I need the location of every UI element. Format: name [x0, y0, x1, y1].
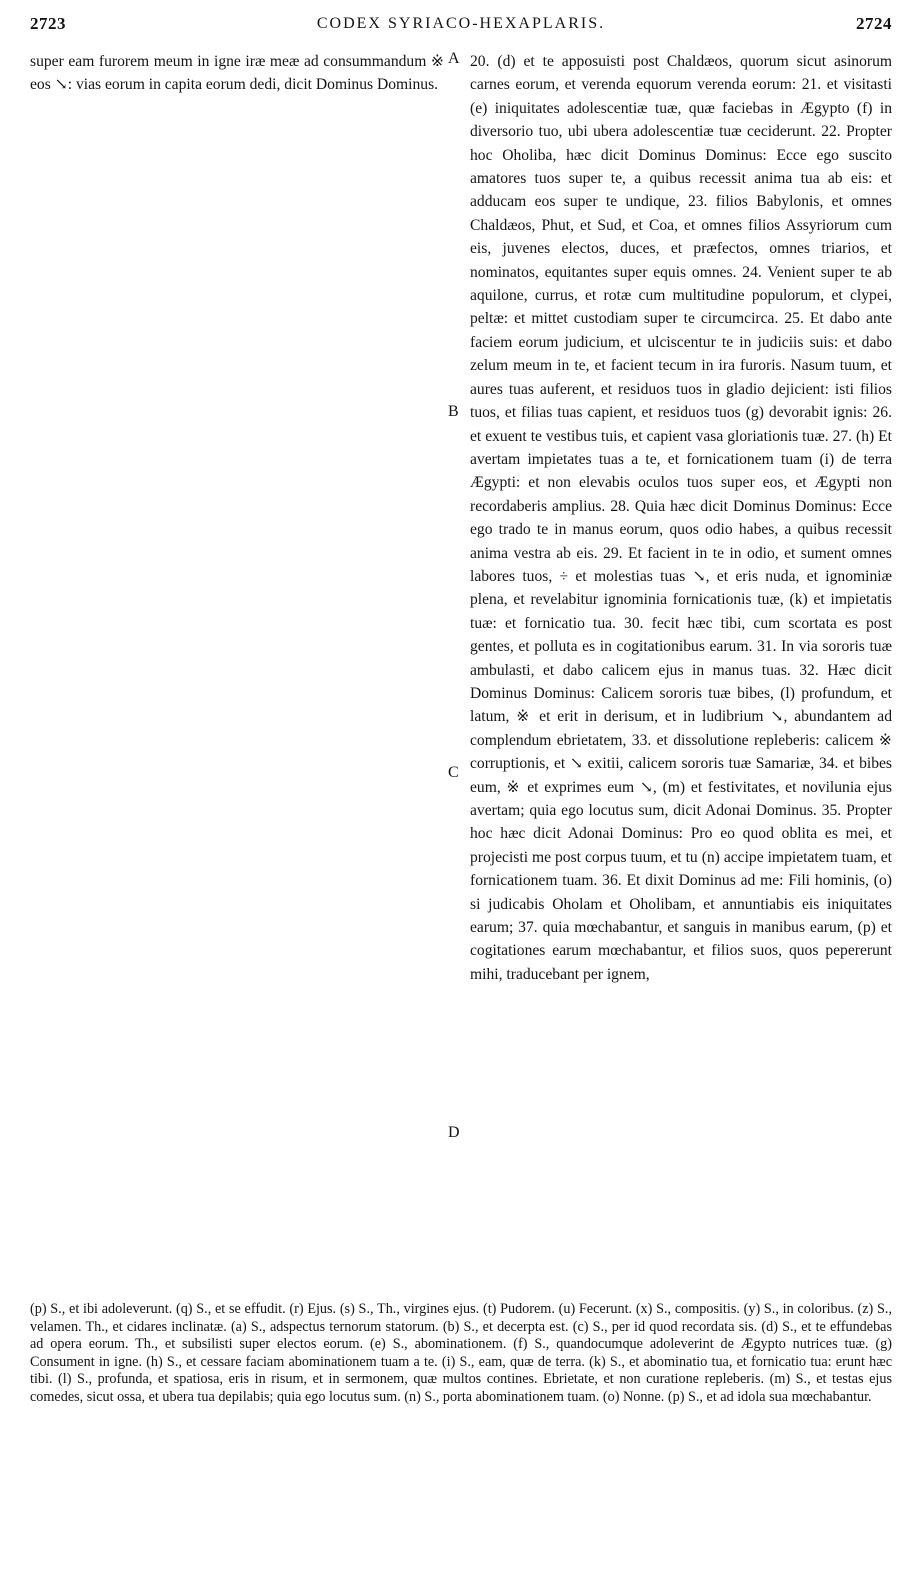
margin-marker-b: B — [448, 403, 459, 420]
left-column-text: super eam furorem meum in igne iræ meæ ad consummandum ※ eos ↘: vias eorum in capita eorum dedi, dicit Dominus Dominus. — [30, 53, 444, 94]
running-header — [30, 14, 892, 38]
left-column — [30, 50, 444, 97]
page-number-left: 2723 — [30, 14, 66, 33]
right-column-text: 20. (d) et te apposuisti post Chaldæos, quorum sicut asinorum carnes eorum, et verenda equorum verenda eorum: 21. et visitasti (e) iniquitates adolescentiæ tuæ, quæ faciebas in Ægypto (f) in diversorio tuo, ubi ubera adolescentiæ tuæ ceciderunt. 22. Propter hoc Oholiba, hæc dicit Dominus Dominus: Ecce ego suscito amatores tuos super te, a quibus recessit anima tua ab eis: et adducam eos super te undique, 23. filios Babylonis, et omnes Chaldæos, Phut, et Sud, et Coa, et omnes filios Assyriorum cum eis, juvenes electos, duces, et præfectos, omnes triarios, et nominatos, equitantes super equis omnes. 24. Venient super te ab aquilone, currus, et rotæ cum multitudine populorum, et clypei, peltæ: et mittet custodiam super te circumcirca. 25. Et dabo ante faciem eorum judicium, et ulciscentur te in judiciis suis: et dabo zelum meum in te, et facient tecum in ira furoris. Nasum tuum, et aures tuas auferent, et residuos tuos in gladio dejicient: isti filios tuos, et filias tuas capient, et residuos tuos (g) devorabit ignis: 26. et exuent te vestibus tuis, et capient vasa gloriationis tuæ. 27. (h) Et avertam impietates tuas a te, et fornicationem tuam (i) de terra Ægypti: et non elevabis oculos tuos super eos, et Ægypti non recordaberis amplius. 28. Quia hæc dicit Dominus Dominus: Ecce ego trado te in manus eorum, quos odio habes, a quibus recessit anima vestra ab eis. 29. Et facient in te in odio, et sument omnes labores tuos, ÷ et molestias tuas ↘, et eris nuda, et ignominiæ plena, et revelabitur ignominia fornicationis tuæ, (k) et impietatis tuæ: et fornicatio tua. 30. fecit hæc tibi, cum scortata es post gentes, et polluta es in cogitationibus earum. 31. In via sororis tuæ ambulasti, et dabo calicem ejus in manus tuas. 32. Hæc dicit Dominus Dominus: Calicem sororis tuæ bibes, (l) profundum, et latum, ※ et erit in derisum, et in ludibrium ↘, abundantem ad complendum ebrietatem, 33. et dissolutione repleberis: calicem ※ corruptionis, et ↘ exitii, calicem sororis tuæ Samariæ, 34. et bibes eum, ※ et exprimes eum ↘, (m) et festivitates, et novilunia ejus avertam; quia ego locutus sum, dicit Adonai Dominus. 35. Propter hoc hæc dicit Adonai Dominus: Pro eo quod oblita es mei, et projecisti me post corpus tuum, et tu (n) accipe impietatem tuam, et fornicationem tuam. 36. Et dixit Dominus ad me: Fili hominis, (o) si judicabis Oholam et Oholibam, et annuntiabis eis iniquitates earum; 37. quia mœchabantur, et sanguis in manibus earum, (p) et cogitationes earum mœchabantur, et filios suos, quos pepererunt mihi, traducebant per ignem, — [470, 53, 892, 983]
margin-marker-a: A — [448, 50, 460, 67]
margin-marker-d: D — [448, 1124, 460, 1141]
margin-marker-c: C — [448, 764, 459, 781]
footnotes — [30, 1301, 892, 1406]
footnotes-text: (p) S., et ibi adoleverunt. (q) S., et se effudit. (r) Ejus. (s) S., Th., virgines ejus. (t) Pudorem. (u) Fecerunt. (x) S., compositis. (y) S., in coloribus. (z) S., velamen. Th., et cidares inclinatæ. (a) S., adspectus ternorum statorum. (b) S., et decerpta est. (c) S., per id quod recordata sis. (d) S., et te effundebas ad opera eorum. Th., et subsilisti super electos eorum. (e) S., abominationem. (f) S., quandocumque adoleverint de Ægypto nutrices tuæ. (g) Consument in igne. (h) S., et cessare faciam abominationem tuam a te. (i) S., eam, quæ de terra. (k) S., et abominatio tua, et fornicatio tua: erunt hæc tibi. (l) S., profunda, et spatiosa, eris in risum, et in sermonem, quæ multos contines. Ebrietate, et non curatione repleberis. (m) S., et testas ejus comedes, sicut ossa, et ubera tua depilabis; quia ego locutus sum. (n) S., porta abominationem tuam. (o) Nonne. (p) S., et ad idola sua mœchabantur. — [30, 1301, 892, 1405]
right-column — [470, 50, 892, 986]
running-title: CODEX SYRIACO-HEXAPLARIS. — [316, 15, 606, 32]
page-number-right: 2724 — [856, 14, 892, 33]
